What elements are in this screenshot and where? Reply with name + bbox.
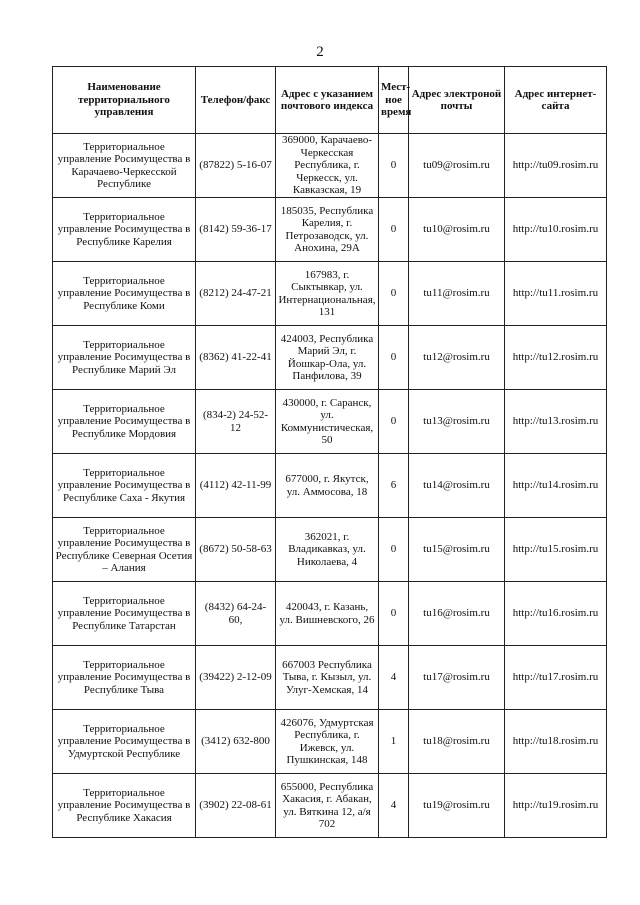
table-row bbox=[53, 134, 607, 198]
header-address: Адрес с указанием почтового индекса bbox=[276, 67, 379, 134]
postal-address: 420043, г. Казань, ул. Вишневского, 26 bbox=[276, 582, 379, 646]
table-row bbox=[53, 326, 607, 390]
office-name: Территориальное управление Росимущества в Республике Марий Эл bbox=[53, 326, 196, 390]
postal-address: 369000, Карачаево-Черкесская Республика, г. Черкесск, ул. Кавказская, 19 bbox=[276, 134, 379, 198]
website-address: http://tu19.rosim.ru bbox=[505, 774, 607, 838]
office-name: Территориальное управление Росимущества в Республике Северная Осетия – Алания bbox=[53, 518, 196, 582]
website-address: http://tu10.rosim.ru bbox=[505, 198, 607, 262]
local-time: 4 bbox=[379, 774, 409, 838]
local-time: 0 bbox=[379, 390, 409, 454]
local-time: 0 bbox=[379, 262, 409, 326]
phone-fax: (3412) 632-800 bbox=[196, 710, 276, 774]
header-row bbox=[53, 67, 607, 134]
phone-fax: (39422) 2-12-09 bbox=[196, 646, 276, 710]
postal-address: 167983, г. Сыктывкар, ул. Интернациональная, 131 bbox=[276, 262, 379, 326]
website-address: http://tu18.rosim.ru bbox=[505, 710, 607, 774]
header-time: Мест-ное время bbox=[379, 67, 409, 134]
website-address: http://tu15.rosim.ru bbox=[505, 518, 607, 582]
header-site: Адрес интернет-сайта bbox=[505, 67, 607, 134]
phone-fax: (8142) 59-36-17 bbox=[196, 198, 276, 262]
table-row bbox=[53, 454, 607, 518]
directory-table bbox=[52, 66, 607, 838]
table-row bbox=[53, 646, 607, 710]
phone-fax: (87822) 5-16-07 bbox=[196, 134, 276, 198]
postal-address: 677000, г. Якутск, ул. Аммосова, 18 bbox=[276, 454, 379, 518]
table-row bbox=[53, 774, 607, 838]
website-address: http://tu17.rosim.ru bbox=[505, 646, 607, 710]
phone-fax: (4112) 42-11-99 bbox=[196, 454, 276, 518]
website-address: http://tu12.rosim.ru bbox=[505, 326, 607, 390]
email-address: tu15@rosim.ru bbox=[409, 518, 505, 582]
local-time: 6 bbox=[379, 454, 409, 518]
email-address: tu12@rosim.ru bbox=[409, 326, 505, 390]
website-address: http://tu09.rosim.ru bbox=[505, 134, 607, 198]
postal-address: 424003, Республика Марий Эл, г. Йошкар-Ола, ул. Панфилова, 39 bbox=[276, 326, 379, 390]
local-time: 0 bbox=[379, 582, 409, 646]
phone-fax: (8362) 41-22-41 bbox=[196, 326, 276, 390]
website-address: http://tu14.rosim.ru bbox=[505, 454, 607, 518]
local-time: 1 bbox=[379, 710, 409, 774]
office-name: Территориальное управление Росимущества в Республике Мордовия bbox=[53, 390, 196, 454]
email-address: tu13@rosim.ru bbox=[409, 390, 505, 454]
office-name: Территориальное управление Росимущества в Удмуртской Республике bbox=[53, 710, 196, 774]
table-row bbox=[53, 582, 607, 646]
office-name: Территориальное управление Росимущества в Республике Саха - Якутия bbox=[53, 454, 196, 518]
postal-address: 655000, Республика Хакасия, г. Абакан, ул. Вяткина 12, а/я 702 bbox=[276, 774, 379, 838]
header-name: Наименование территориального управления bbox=[53, 67, 196, 134]
table-row bbox=[53, 262, 607, 326]
email-address: tu10@rosim.ru bbox=[409, 198, 505, 262]
phone-fax: (3902) 22-08-61 bbox=[196, 774, 276, 838]
office-name: Территориальное управление Росимущества в Республике Татарстан bbox=[53, 582, 196, 646]
phone-fax: (834-2) 24-52-12 bbox=[196, 390, 276, 454]
page-number: 2 bbox=[316, 44, 324, 60]
phone-fax: (8672) 50-58-63 bbox=[196, 518, 276, 582]
office-name: Территориальное управление Росимущества в Республике Коми bbox=[53, 262, 196, 326]
website-address: http://tu13.rosim.ru bbox=[505, 390, 607, 454]
table-row bbox=[53, 518, 607, 582]
email-address: tu18@rosim.ru bbox=[409, 710, 505, 774]
postal-address: 362021, г. Владикавказ, ул. Николаева, 4 bbox=[276, 518, 379, 582]
office-name: Территориальное управление Росимущества в Карачаево-Черкесской Республике bbox=[53, 134, 196, 198]
table-row bbox=[53, 710, 607, 774]
table-row bbox=[53, 198, 607, 262]
phone-fax: (8212) 24-47-21 bbox=[196, 262, 276, 326]
postal-address: 667003 Республика Тыва, г. Кызыл, ул. Улуг-Хемская, 14 bbox=[276, 646, 379, 710]
email-address: tu14@rosim.ru bbox=[409, 454, 505, 518]
office-name: Территориальное управление Росимущества в Республике Тыва bbox=[53, 646, 196, 710]
local-time: 0 bbox=[379, 518, 409, 582]
office-name: Территориальное управление Росимущества в Республике Карелия bbox=[53, 198, 196, 262]
local-time: 0 bbox=[379, 326, 409, 390]
email-address: tu11@rosim.ru bbox=[409, 262, 505, 326]
table-row bbox=[53, 390, 607, 454]
email-address: tu16@rosim.ru bbox=[409, 582, 505, 646]
header-email: Адрес электроной почты bbox=[409, 67, 505, 134]
website-address: http://tu16.rosim.ru bbox=[505, 582, 607, 646]
office-name: Территориальное управление Росимущества в Республике Хакасия bbox=[53, 774, 196, 838]
email-address: tu09@rosim.ru bbox=[409, 134, 505, 198]
postal-address: 430000, г. Саранск, ул. Коммунистическая, 50 bbox=[276, 390, 379, 454]
postal-address: 185035, Республика Карелия, г. Петрозаводск, ул. Анохина, 29А bbox=[276, 198, 379, 262]
local-time: 0 bbox=[379, 134, 409, 198]
email-address: tu19@rosim.ru bbox=[409, 774, 505, 838]
postal-address: 426076, Удмуртская Республика, г. Ижевск, ул. Пушкинская, 148 bbox=[276, 710, 379, 774]
local-time: 0 bbox=[379, 198, 409, 262]
website-address: http://tu11.rosim.ru bbox=[505, 262, 607, 326]
phone-fax: (8432) 64-24-60, bbox=[196, 582, 276, 646]
header-phone: Телефон/факс bbox=[196, 67, 276, 134]
email-address: tu17@rosim.ru bbox=[409, 646, 505, 710]
local-time: 4 bbox=[379, 646, 409, 710]
